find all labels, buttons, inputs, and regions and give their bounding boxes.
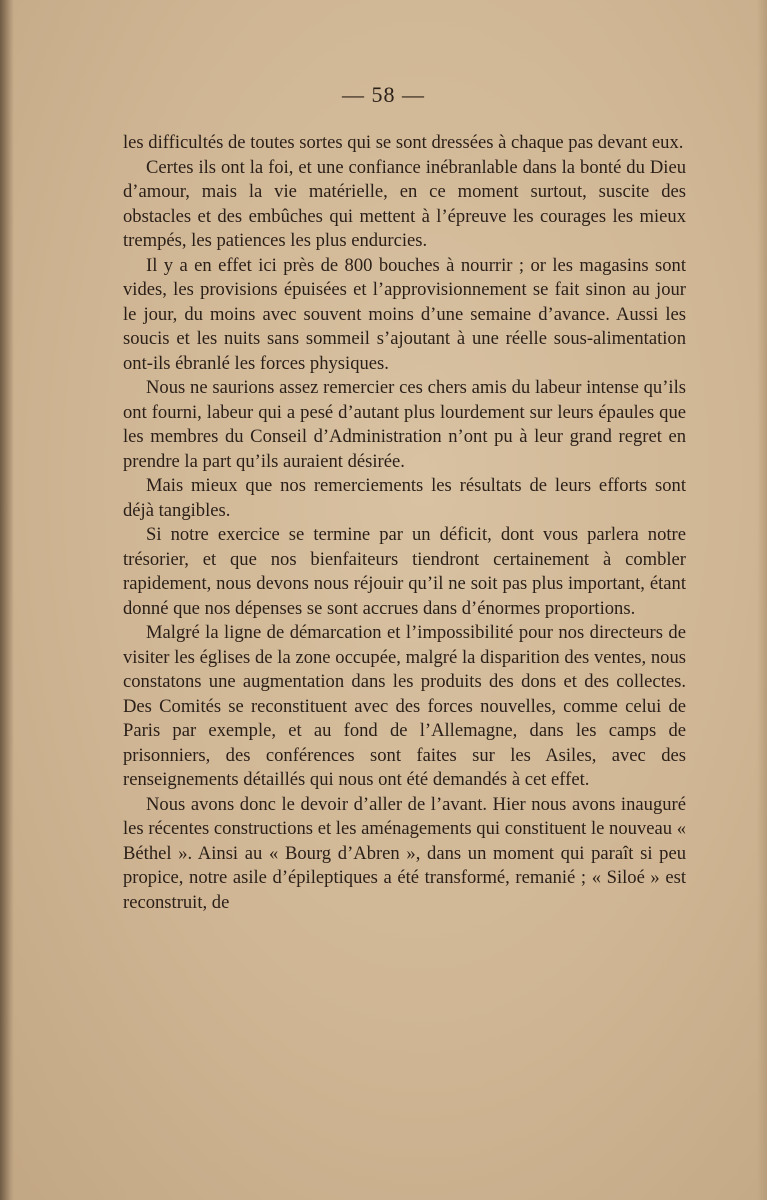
- paragraph: Si notre exercice se termine par un déficit, dont vous parlera notre trésorier, et que nos bienfaiteurs tiendront certainement à combler rapidement, nous devons nous réjouir qu’il ne soit pas plus important, étant donné que nos dépenses se sont accrues dans d’énormes proportions.: [123, 524, 686, 619]
- paragraph: Nous avons donc le devoir d’aller de l’avant. Hier nous avons inauguré les récentes constructions et les aménagements qui constituent le nouveau « Béthel ». Ainsi au « Bourg d’Abren », dans un moment qui paraît si peu propice, notre asile d’épileptiques a été transformé, remanié ; « Siloé » est reconstruit, de: [123, 793, 686, 913]
- page-edge-shadow: [757, 0, 767, 1200]
- paragraph: Il y a en effet ici près de 800 bouches à nourrir ; or les magasins sont vides, les provisions épuisées et l’approvisionnement se fait sinon au jour le jour, du moins avec souvent moins d’une semaine d’avance. Aussi les soucis et les nuits sans sommeil s’ajoutant à une réelle sous-alimentation ont-ils ébranlé les forces physiques.: [123, 254, 686, 374]
- paragraph: Malgré la ligne de démarcation et l’impossibilité pour nos directeurs de visiter les églises de la zone occupée, malgré la disparition des ventes, nous constatons une augmentation dans les produits des dons et des collectes. Des Comités se reconstituent avec des forces nouvelles, comme celui de Paris par exemple, et au fond de l’Allemagne, dans les camps de prisonniers, des conférences sont faites sur les Asiles, avec des renseignements détaillés qui nous ont été demandés à cet effet.: [123, 622, 686, 790]
- paragraph: les difficultés de toutes sortes qui se sont dressées à chaque pas devant eux.: [123, 132, 684, 153]
- paragraph: Nous ne saurions assez remercier ces chers amis du labeur intense qu’ils ont fourni, labeur qui a pesé d’autant plus lourdement sur leurs épaules que les membres du Conseil d’Administration n’ont pu à leur grand regret en prendre la part qu’ils auraient désirée.: [123, 377, 686, 472]
- book-binding-edge: [0, 0, 14, 1200]
- page-number: — 58 —: [342, 82, 425, 107]
- paragraph: Certes ils ont la foi, et une confiance inébranlable dans la bonté du Dieu d’amour, mais la vie matérielle, en ce moment surtout, suscite des obstacles et des embûches qui mettent à l’épreuve les courages les mieux trempés, les patiences les plus endurcies.: [123, 156, 686, 251]
- paragraph: Mais mieux que nos remerciements les résultats de leurs efforts sont déjà tangibles.: [123, 475, 686, 521]
- body-text: [123, 131, 686, 915]
